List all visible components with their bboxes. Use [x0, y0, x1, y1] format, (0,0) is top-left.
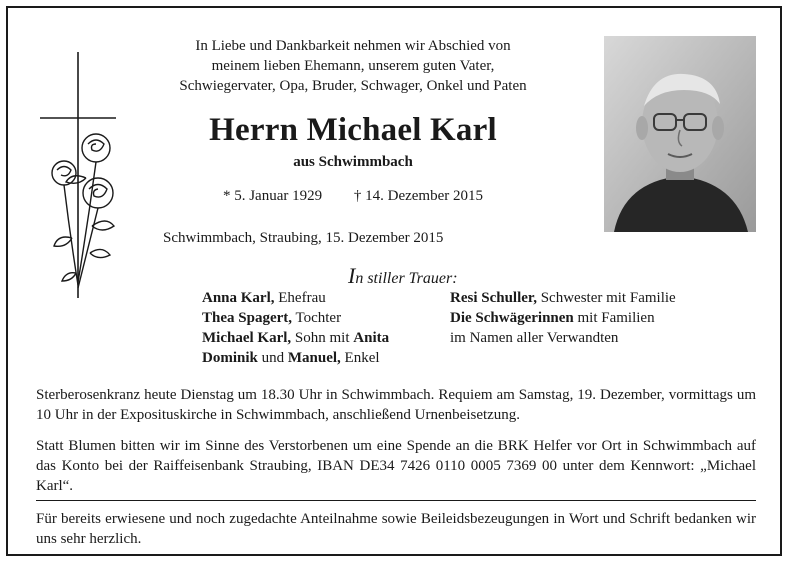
mourner-name: Dominik — [202, 350, 258, 366]
mourner-name: Anita — [353, 330, 390, 346]
death-date: † 14. Dezember 2015 — [353, 188, 484, 204]
service-info: Sterberosenkranz heute Dienstag um 18.30 Uhr in Schwimmbach. Requiem am Samstag, 19. Dezember, vormittags um 10 Uhr in der Exposituskirche in Schwimmbach, anschließend Urnenbeisetzung. — [36, 387, 756, 423]
mourner-entry — [202, 308, 389, 328]
mourner-entry — [450, 308, 676, 328]
cross-with-roses-icon — [36, 48, 136, 308]
mourner-relation: Sohn mit — [291, 330, 354, 346]
mourner-relation: Schwester mit Familie — [536, 290, 676, 306]
mourner-name: Resi Schuller, — [450, 290, 537, 306]
portrait-photo — [604, 36, 756, 232]
mourning-heading — [348, 263, 458, 289]
obituary-notice — [6, 6, 782, 556]
mourners-left — [202, 288, 389, 368]
mourner-entry — [450, 328, 676, 348]
thanks-text: Für bereits erwiesene und noch zugedachte Anteilnahme sowie Beileidsbezeugungen in Wort und Schrift bedanken wir uns sehr herzlich. — [36, 511, 756, 547]
mourners-right — [450, 288, 676, 348]
donation-info: Statt Blumen bitten wir im Sinne des Verstorbenen um eine Spende an die BRK Helfer vor Ort in Schwimmbach auf das Konto bei der Raiffeisenbank Straubing, IBAN DE34 7426 0110 0005 7369 00 unter dem Kennwort: „Michael Karl“. — [36, 438, 756, 494]
mourner-entry — [450, 288, 676, 308]
mourner-relation: Ehefrau — [274, 290, 326, 306]
mourner-entry — [202, 348, 389, 368]
intro-line: Schwiegervater, Opa, Bruder, Schwager, Onkel und Paten — [179, 78, 527, 94]
mourner-relation: Tochter — [292, 310, 342, 326]
mourner-entry — [202, 328, 389, 348]
life-dates — [138, 188, 568, 205]
divider — [36, 500, 756, 501]
mourner-relation: im Namen aller Verwandten — [450, 330, 619, 346]
intro-text — [138, 36, 568, 96]
deceased-origin: aus Schwimmbach — [293, 154, 413, 170]
mourner-name: Thea Spagert, — [202, 310, 292, 326]
mourner-relation: Enkel — [340, 350, 380, 366]
intro-line: meinem lieben Ehemann, unserem guten Vater, — [211, 58, 495, 74]
place-and-date: Schwimmbach, Straubing, 15. Dezember 2015 — [163, 230, 444, 246]
mourning-initial: I — [348, 263, 356, 288]
mourner-relation: und — [257, 350, 288, 366]
deceased-name: Herrn Michael Karl — [209, 112, 497, 148]
mourner-name: Michael Karl, — [202, 330, 292, 346]
intro-line: In Liebe und Dankbarkeit nehmen wir Abschied von — [195, 38, 511, 54]
mourner-name: Manuel, — [287, 350, 341, 366]
mourner-relation: mit Familien — [573, 310, 655, 326]
mourner-entry — [202, 288, 389, 308]
birth-date: * 5. Januar 1929 — [222, 188, 323, 204]
mourner-name: Anna Karl, — [202, 290, 275, 306]
mourner-name: Die Schwägerinnen — [450, 310, 574, 326]
mourning-text: n stiller Trauer: — [355, 270, 458, 287]
